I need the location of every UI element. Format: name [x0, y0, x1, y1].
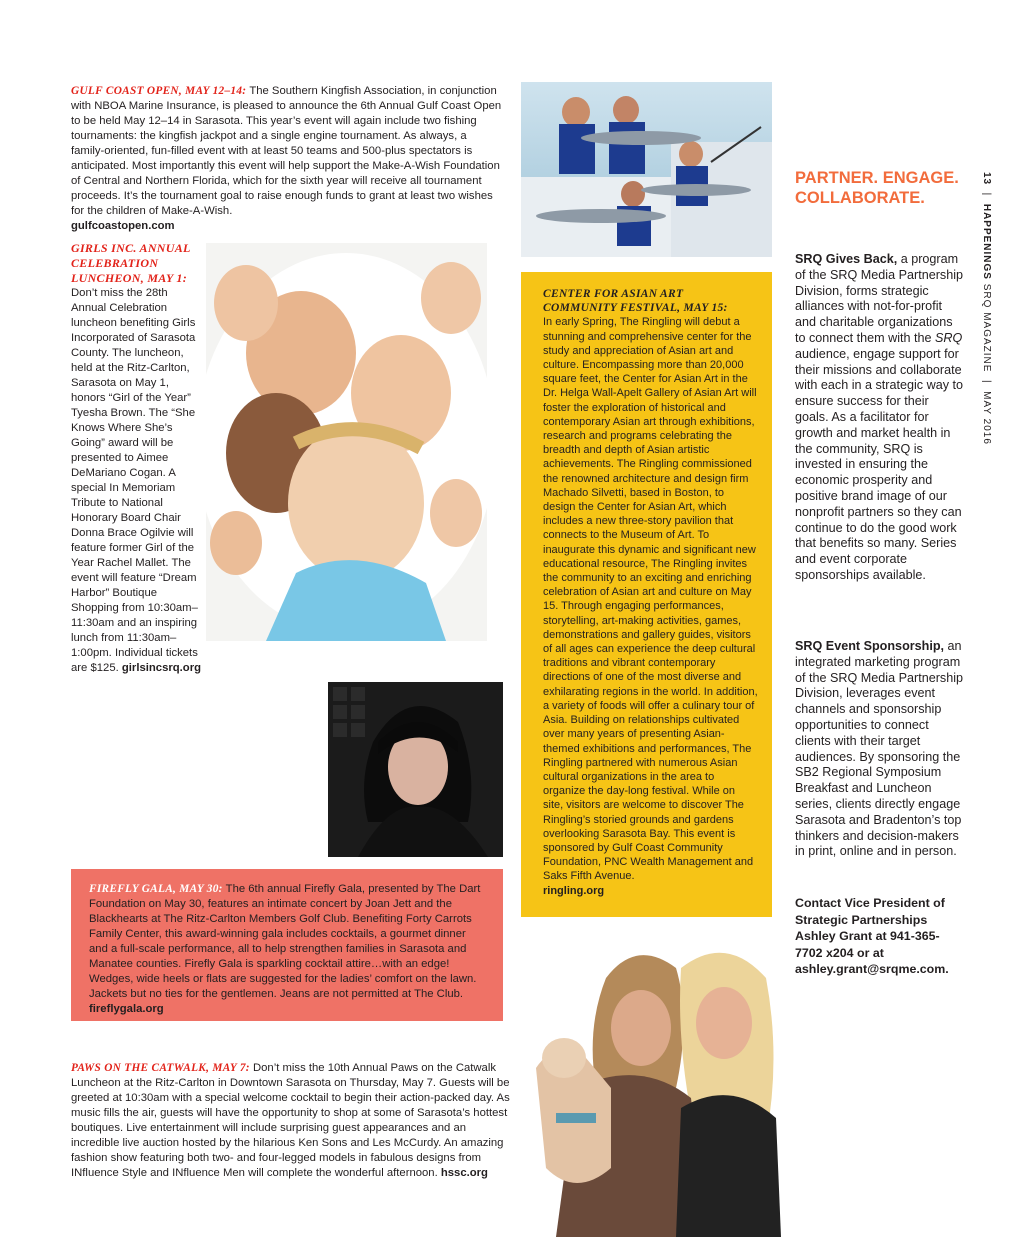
event-sponsorship-heading: SRQ Event Sponsorship,	[795, 639, 945, 653]
paws-url[interactable]: hssc.org	[440, 1167, 488, 1179]
joan-jett-photo	[328, 682, 503, 857]
paws-article	[71, 1061, 516, 1181]
folio-magazine: SRQ MAGAZINE	[981, 283, 992, 373]
asian-art-heading: CENTER FOR ASIAN ART COMMUNITY FESTIVAL, MAY 15:	[543, 288, 728, 315]
girls-inc-body: Don’t miss the 28th Annual Celebration luncheon benefiting Girls Incorporated of Sarasota County. The luncheon, held at the Ritz-Carlton, Sarasota on May 1, honors “Girl of the Year” Tyesha Brown. The “She Knows Where She’s Going” award will be presented to Aimee DeMariano Cogan. A special In Memoriam Tribute to National Honorary Board Chair Donna Brace Ogilvie will feature former Girl of the Year Rachel Mallet. The event will feature “Dream Harbor” Boutique Shopping from 10:30am–11:30am and an inspiring lunch from 11:30am–1:00pm. Individual tickets are $125.	[71, 287, 198, 674]
girls-photo	[206, 243, 487, 641]
women-dog-photo	[516, 938, 781, 1237]
paws-body: Don’t miss the 10th Annual Paws on the Catwalk Luncheon at the Ritz-Carlton in Downtown Sarasota on Thursday, May 7. Guests will be greeted at 10:30am with a special welcome cocktail to begin their action-packed day. As music fills the air, guests will have the opportunity to shop at some of Sarasota’s hottest boutiques. Live entertainment will include surprising guest appearances and an incredible live auction hosted by the hilarious Ken Sons and Les McCurdy. An amazing fashion show featuring both two- and four-legged models in fabulous designs from INfluence Style and INfluence Men will complete the wonderful afternoon.	[71, 1062, 510, 1179]
event-sponsorship-body: an integrated marketing program of the SRQ Media Partnership Division, leverages event channels and sponsorship opportunities to connect clients with their target audiences. By sponsoring the SB2 Regional Symposium Breakfast and Luncheon series, clients directly engage Sarasota and Bradenton’s top thinkers and decision-makers in print, online and in person.	[795, 639, 963, 859]
paws-heading: PAWS ON THE CATWALK, MAY 7:	[71, 1062, 250, 1074]
asian-art-article	[543, 287, 758, 898]
gulf-coast-body: The Southern Kingfish Association, in conjunction with NBOA Marine Insurance, is pleased to announce the 6th Annual Gulf Coast Open to be held May 12–14 in Sarasota. This year’s event will again include two fishing tournaments: the kingfish jackpot and a single engine tournament. As always, a family-oriented, fun-filled event with at least 50 teams and 500-plus spectators is anticipated. Most importantly this event will help support the Make-A-Wish Foundation of Central and Northern Florida, which for the sixth year will receive all tournament proceeds. It’s the tournament goal to raise enough funds to grant at least two wishes for the children of Make-A-Wish.	[71, 85, 502, 217]
girls-inc-heading: GIRLS INC. ANNUAL CELEBRATION LUNCHEON, MAY 1:	[71, 241, 191, 285]
event-sponsorship-text	[795, 639, 965, 860]
gives-back-srq: SRQ	[935, 330, 963, 345]
contact-text: Contact Vice President of Strategic Partnerships Ashley Grant at 941-365-7702 x204 or at ashley.grant@srqme.com.	[795, 896, 949, 977]
asian-art-body: In early Spring, The Ringling will debut a stunning and comprehensive center for the study and appreciation of Asian art and culture. Encompassing more than 20,000 square feet, the Center for Asian Art in the Dr. Helga Wall-Apelt Gallery of Asian Art will foster the exploration of historical and contemporary Asian art through exhibitions, research and programs celebrating the breadth and depth of Asian artistic achievements. The Ringling commissioned the renowned architecture and design firm Machado Silvetti, based in Boston, to design the Center for Asian Art, which includes a new three-story pavilion that connects to the Museum of Art. To inaugurate this dynamic and significant new educational resource, The Ringling invites the community to an exciting and enriching celebration of Asian art and culture on May 15. Through engaging performances, storytelling, art-making activities, games, demonstrations and gallery guides, visitors of all ages can experience the deep cultural traditions and vibrant contemporary directions of one of the most diverse and exhilarating regions in the world. In addition, a variety of foods will offer a culinary tour of Asia. Building on relationships cultivated over many years of presenting Asian-themed exhibitions and performances, The Ringling partnered with numerous Asian cultural organizations in the area to organize the day-long festival. While on site, visitors are welcome to discover The Ringling’s storied grounds and gardens overlooking Sarasota Bay. This event is sponsored by Gulf Coast Community Foundation, PNC Wealth Management and Saks Fifth Avenue.	[543, 316, 758, 883]
girls-inc-url[interactable]: girlsincsrq.org	[121, 662, 201, 674]
asian-art-box	[521, 272, 772, 917]
gulf-coast-heading: GULF COAST OPEN, MAY 12–14:	[71, 85, 247, 97]
gulf-coast-url[interactable]: gulfcoastopen.com	[71, 220, 175, 232]
firefly-body: The 6th annual Firefly Gala, presented by The Dart Foundation on May 30, features an intimate concert by Joan Jett and the Blackhearts at The Ritz-Carlton Members Golf Club. Benefiting Forty Carrots Family Center, this award-winning gala includes cocktails, a gourmet dinner and a full-scale performance, all to help strengthen families in Sarasota and Manatee counties. Firefly Gala is sparkling cocktail attire…with an edge! Wedges, wide heels or flats are suggested for the ladies’ comfort on the lawn. Jackets but no ties for the gentlemen. Jeans are not permitted at The Club.	[89, 883, 481, 1000]
folio-vertical: 13 | HAPPENINGS SRQ MAGAZINE | MAY 2016	[981, 172, 992, 445]
gives-back-text	[795, 252, 965, 584]
folio-date: MAY 2016	[981, 391, 992, 445]
fishing-photo	[521, 82, 772, 257]
gives-back-body-a: a program of the SRQ Media Partnership Division, forms strategic alliances with not-for-profit and charitable organizations to connect them with the	[795, 252, 963, 345]
firefly-url[interactable]: fireflygala.org	[89, 1003, 164, 1015]
firefly-box	[71, 869, 503, 1021]
folio-page: 13	[981, 172, 992, 186]
gives-back-body-b: audience, engage support for their missions and collaborate with each in a strategic way to ensure success for their goals. As a facilitator for growth and market health in the community, SRQ is invested in ensuring the economic prosperity and positive brand image of our nonprofit partners so they can continue to do the good work that benefits so many. Series and event corporate sponsorships available.	[795, 346, 963, 582]
asian-art-url[interactable]: ringling.org	[543, 884, 605, 897]
girls-inc-article	[71, 241, 204, 676]
gulf-coast-article	[71, 84, 503, 234]
partner-heading: PARTNER. ENGAGE. COLLABORATE.	[795, 169, 959, 207]
firefly-heading: FIREFLY GALA, MAY 30:	[89, 883, 223, 895]
gives-back-heading: SRQ Gives Back,	[795, 252, 898, 266]
folio-section: HAPPENINGS	[981, 203, 992, 280]
firefly-article	[89, 882, 485, 1017]
